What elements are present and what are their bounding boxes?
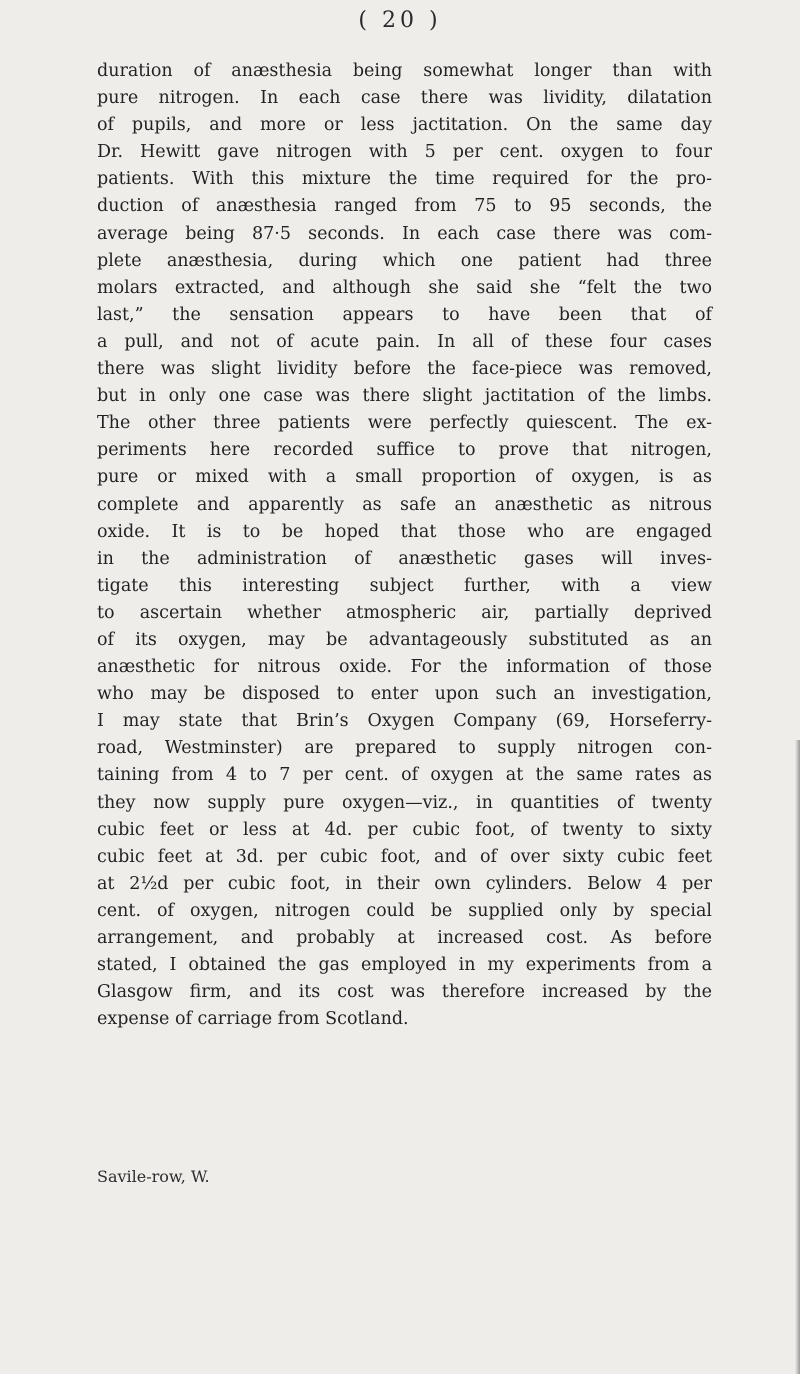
text-line: patients. With this mixture the time required for the pro- xyxy=(97,169,712,190)
text-line: Dr. Hewitt gave nitrogen with 5 per cent. oxygen to four xyxy=(97,142,712,163)
text-line: pure or mixed with a small proportion of oxygen, is as xyxy=(97,467,712,488)
text-line: cubic feet at 3d. per cubic foot, and of over sixty cubic feet xyxy=(97,846,712,867)
text-line: they now supply pure oxygen—viz., in quantities of twenty xyxy=(97,792,712,813)
page-number: ( 20 ) xyxy=(358,8,442,33)
signature-address: Savile-row, W. xyxy=(97,1167,210,1186)
text-line: oxide. It is to be hoped that those who are engaged xyxy=(97,521,712,542)
text-line: taining from 4 to 7 per cent. of oxygen at the same rates as xyxy=(97,765,712,786)
text-line: cent. of oxygen, nitrogen could be supplied only by special xyxy=(97,900,712,921)
text-line: last,” the sensation appears to have been that of xyxy=(97,304,712,325)
text-line: plete anæsthesia, during which one patient had three xyxy=(97,250,712,271)
page-edge-shadow xyxy=(795,740,800,1374)
text-line: who may be disposed to enter upon such an investigation, xyxy=(97,684,712,705)
text-line: anæsthetic for nitrous oxide. For the information of those xyxy=(97,657,712,678)
body-paragraph xyxy=(97,58,712,1033)
text-line: duration of anæsthesia being somewhat longer than with xyxy=(97,61,712,81)
text-line: I may state that Brin’s Oxygen Company (69, Horseferry- xyxy=(97,711,712,732)
text-line: to ascertain whether atmospheric air, partially deprived xyxy=(97,602,712,623)
text-line: pure nitrogen. In each case there was lividity, dilatation xyxy=(97,88,712,109)
text-line: road, Westminster) are prepared to supply nitrogen con- xyxy=(97,738,712,759)
text-line: of pupils, and more or less jactitation. On the same day xyxy=(97,115,712,136)
text-line: arrangement, and probably at increased cost. As before xyxy=(97,928,712,948)
text-line: cubic feet or less at 4d. per cubic foot, of twenty to sixty xyxy=(97,819,712,840)
text-line: but in only one case was there slight jactitation of the limbs. xyxy=(97,386,712,407)
text-line: in the administration of anæsthetic gases will inves- xyxy=(97,548,712,569)
text-line: a pull, and not of acute pain. In all of these four cases xyxy=(97,331,712,352)
text-line: stated, I obtained the gas employed in my experiments from a xyxy=(97,955,712,976)
text-line: molars extracted, and although she said she “felt the two xyxy=(97,277,712,298)
text-line: Glasgow firm, and its cost was therefore increased by the xyxy=(97,982,712,1003)
text-line: expense of carriage from Scotland. xyxy=(97,1009,409,1030)
text-line: at 2½d per cubic foot, in their own cylinders. Below 4 per xyxy=(97,873,712,894)
text-line: of its oxygen, may be advantageously substituted as an xyxy=(97,629,712,650)
text-line: complete and apparently as safe an anæsthetic as nitrous xyxy=(97,494,712,515)
text-line: duction of anæsthesia ranged from 75 to 95 seconds, the xyxy=(97,196,712,217)
text-line: periments here recorded suffice to prove that nitrogen, xyxy=(97,440,712,461)
text-line: The other three patients were perfectly quiescent. The ex- xyxy=(97,413,712,434)
text-line: average being 87·5 seconds. In each case there was com- xyxy=(97,223,712,244)
text-line: there was slight lividity before the face-piece was removed, xyxy=(97,359,712,380)
text-line: tigate this interesting subject further, with a view xyxy=(97,575,712,596)
